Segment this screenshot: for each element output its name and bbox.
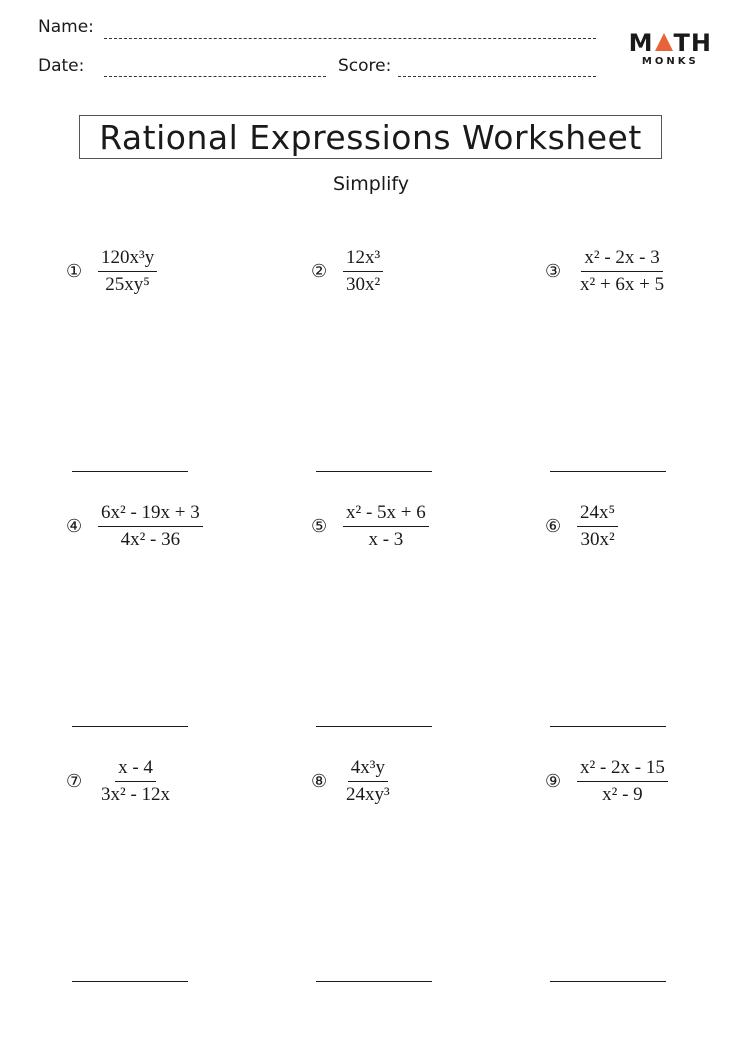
denominator: 3x² - 12x xyxy=(101,784,171,805)
problem-6 xyxy=(545,502,618,551)
problem-2 xyxy=(311,247,383,296)
answer-line-7[interactable] xyxy=(72,981,188,982)
denominator: x² - 9 xyxy=(602,784,643,805)
answer-line-2[interactable] xyxy=(316,471,432,472)
problem-1 xyxy=(66,247,157,296)
problem-number: ② xyxy=(311,261,328,282)
name-field-line[interactable] xyxy=(104,38,596,39)
denominator: 24xy³ xyxy=(346,784,390,805)
problem-3 xyxy=(545,247,667,296)
problem-number: ① xyxy=(66,261,83,282)
problem-8 xyxy=(311,757,393,806)
denominator: x² + 6x + 5 xyxy=(580,274,665,295)
denominator: 4x² - 36 xyxy=(120,529,181,550)
problem-number: ④ xyxy=(66,516,83,537)
problem-4 xyxy=(66,502,203,551)
numerator: x² - 2x - 15 xyxy=(577,757,668,782)
problem-7 xyxy=(66,757,173,806)
numerator: 24x⁵ xyxy=(577,502,618,527)
numerator: x² - 5x + 6 xyxy=(343,502,429,527)
answer-line-1[interactable] xyxy=(72,471,188,472)
numerator: 120x³y xyxy=(98,247,157,272)
denominator: 30x² xyxy=(580,529,615,550)
answer-line-5[interactable] xyxy=(316,726,432,727)
fraction xyxy=(343,247,383,296)
logo-triangle-icon xyxy=(655,33,673,51)
answer-line-4[interactable] xyxy=(72,726,188,727)
numerator: x - 4 xyxy=(115,757,156,782)
denominator: 25xy⁵ xyxy=(105,274,150,295)
worksheet-title: Rational Expressions Worksheet xyxy=(79,115,662,159)
fraction xyxy=(98,247,157,296)
numerator: 12x³ xyxy=(343,247,383,272)
answer-line-6[interactable] xyxy=(550,726,666,727)
fraction xyxy=(577,757,668,806)
worksheet-subtitle: Simplify xyxy=(332,173,410,195)
problem-number: ⑤ xyxy=(311,516,328,537)
denominator: x - 3 xyxy=(368,529,404,550)
fraction xyxy=(343,502,429,551)
problem-5 xyxy=(311,502,429,551)
answer-line-8[interactable] xyxy=(316,981,432,982)
numerator: x² - 2x - 3 xyxy=(581,247,662,272)
fraction xyxy=(343,757,393,806)
math-monks-logo: M TH MONKS xyxy=(628,29,712,67)
problem-number: ③ xyxy=(545,261,562,282)
problem-number: ⑥ xyxy=(545,516,562,537)
score-label: Score: xyxy=(338,56,392,76)
denominator: 30x² xyxy=(346,274,381,295)
problem-number: ⑧ xyxy=(311,771,328,792)
fraction xyxy=(577,502,618,551)
score-field-line[interactable] xyxy=(398,76,596,77)
numerator: 4x³y xyxy=(348,757,388,782)
answer-line-3[interactable] xyxy=(550,471,666,472)
answer-line-9[interactable] xyxy=(550,981,666,982)
problem-9 xyxy=(545,757,668,806)
fraction xyxy=(98,757,173,806)
fraction xyxy=(577,247,667,296)
fraction xyxy=(98,502,203,551)
date-field-line[interactable] xyxy=(104,76,326,77)
problem-number: ⑨ xyxy=(545,771,562,792)
date-label: Date: xyxy=(38,56,85,76)
problem-number: ⑦ xyxy=(66,771,83,792)
name-label: Name: xyxy=(38,17,94,37)
numerator: 6x² - 19x + 3 xyxy=(98,502,203,527)
